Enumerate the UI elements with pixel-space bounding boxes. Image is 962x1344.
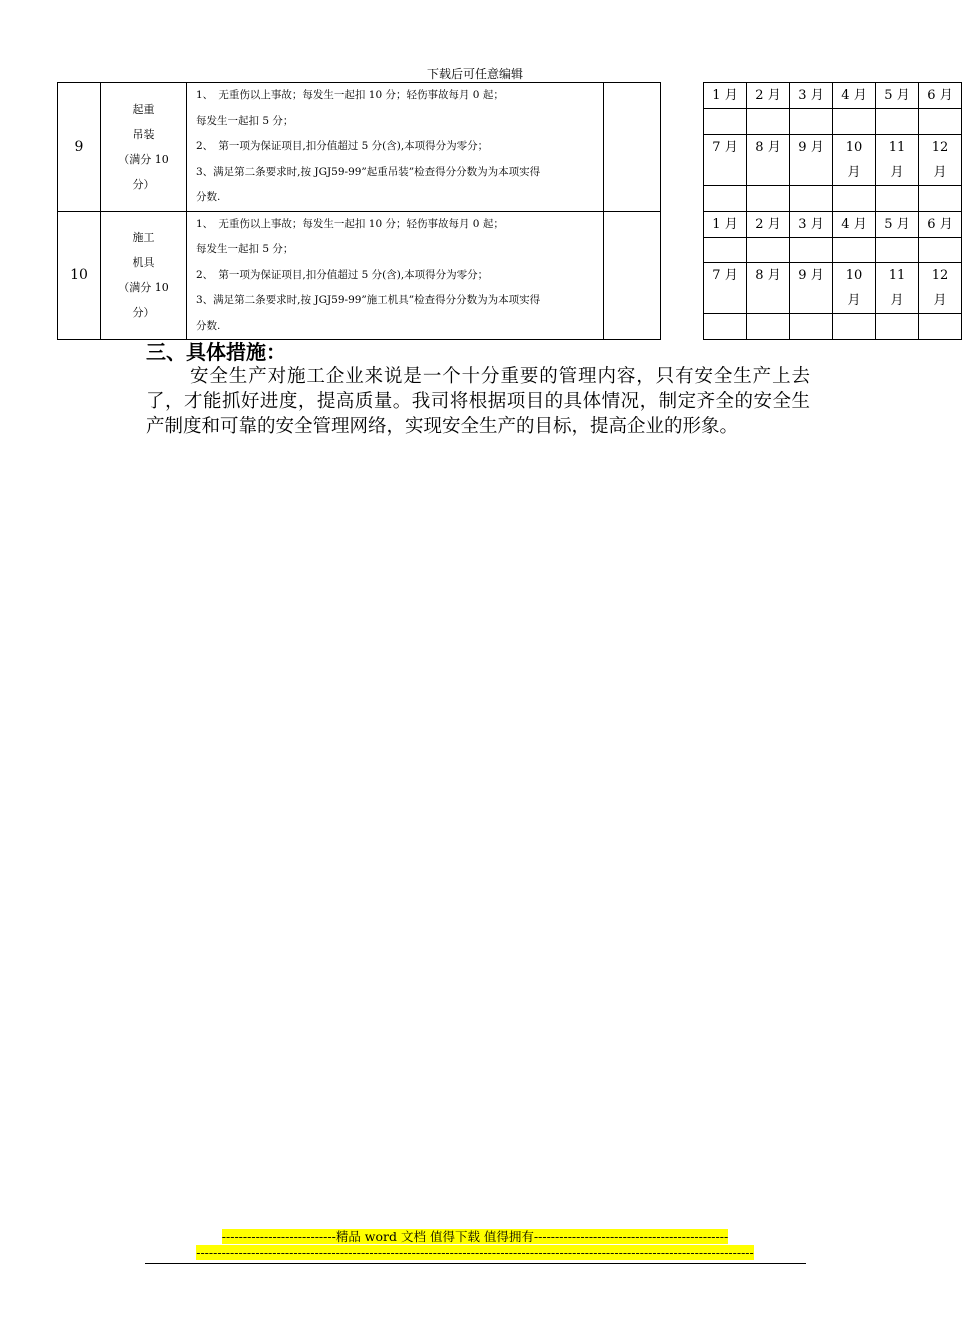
month-number: 8 (755, 268, 764, 284)
score-cell[interactable] (604, 83, 661, 212)
item-name-cell (101, 211, 187, 340)
month-entry-cell[interactable] (704, 109, 747, 135)
item-name-line: 机具 (132, 256, 155, 270)
criteria-line: 2、 第一项为保证项目,扣分值超过 5 分(含),本项得分为零分； (196, 140, 489, 152)
footer-banner-line-1 (0, 1229, 950, 1245)
month-entry-cell[interactable] (833, 109, 876, 135)
month-header-cell: 1 月 (704, 83, 747, 109)
item-name-line: 吊装 (132, 127, 155, 141)
month-unit: 月 (810, 139, 824, 155)
month-number: 7 (712, 268, 721, 284)
score-table-body (58, 83, 962, 340)
month-header-cell: 5 月 (876, 83, 919, 109)
month-number: 7 (712, 139, 721, 155)
month-unit: 月 (767, 139, 781, 155)
month-entry-cell[interactable] (747, 185, 790, 211)
footer-banner-text-2: ------------------------------------------------------------------------------------------------------------------------------------ (196, 1245, 754, 1260)
criteria-line: 2、 第一项为保证项目,扣分值超过 5 分(含),本项得分为零分； (196, 268, 489, 281)
month-header-cell (747, 263, 790, 314)
month-header-cell (919, 134, 962, 185)
month-header-cell (704, 263, 747, 314)
month-label (704, 135, 746, 160)
month-entry-cell[interactable] (833, 237, 876, 263)
month-number: 10 (845, 139, 863, 155)
month-number: 9 (798, 268, 807, 284)
footer-banner-line-2 (0, 1245, 950, 1261)
month-header-cell: 1 月 (704, 211, 747, 237)
month-entry-cell[interactable] (876, 109, 919, 135)
criteria-line: 1、 无重伤以上事故；每发生一起扣 10 分；轻伤事故每月 0 起； (196, 89, 504, 101)
score-cell[interactable] (604, 211, 661, 340)
header-note: 下载后可任意编辑 (426, 67, 523, 81)
month-header-cell: 5 月 (876, 211, 919, 237)
footer-banner-text-1: ---------------------------精品 word 文档 值得下载 值得拥有---------------------------------------------- (221, 1229, 729, 1244)
month-entry-cell[interactable] (876, 314, 919, 340)
month-header-cell (790, 263, 833, 314)
month-entry-cell[interactable] (876, 237, 919, 263)
month-header-cell: 3 月 (790, 211, 833, 237)
criteria-cell (187, 211, 604, 340)
month-number: 8 (755, 139, 764, 155)
month-header-cell (790, 134, 833, 185)
month-header-cell: 6 月 (919, 211, 962, 237)
month-entry-cell[interactable] (747, 314, 790, 340)
criteria-line: 1、 无重伤以上事故；每发生一起扣 10 分；轻伤事故每月 0 起； (196, 217, 504, 230)
month-unit: 月 (847, 293, 861, 309)
month-unit: 月 (890, 293, 904, 309)
month-entry-cell[interactable] (747, 237, 790, 263)
body-paragraph: 安全生产对施工企业来说是一个十分重要的管理内容，只有安全生产上去了，才能抓好进度，提高质量。我司将根据项目的具体情况，制定齐全的安全生产制度和可靠的安全管理网络，实现安全生产的目标，提高企业的形象。 (146, 366, 810, 437)
month-entry-cell[interactable] (704, 314, 747, 340)
month-number: 11 (888, 268, 906, 284)
item-name-line: 分） (132, 177, 155, 191)
criteria-line: 每发生一起扣 5 分； (196, 243, 294, 255)
month-header-cell (876, 134, 919, 185)
month-entry-cell[interactable] (790, 314, 833, 340)
item-name-cell (101, 83, 187, 212)
month-header-cell: 2 月 (747, 211, 790, 237)
month-unit: 月 (724, 268, 738, 284)
table-row (58, 211, 962, 237)
criteria-line: 每发生一起扣 5 分； (196, 114, 294, 127)
month-unit: 月 (767, 268, 781, 284)
score-table (57, 82, 962, 340)
month-label (747, 135, 789, 160)
month-header-cell: 4 月 (833, 211, 876, 237)
month-number: 12 (931, 139, 949, 155)
month-number: 11 (888, 139, 906, 155)
month-header-cell: 4 月 (833, 83, 876, 109)
criteria-line: 分数. (196, 319, 221, 332)
criteria-line: 3、满足第二条要求时,按 JGJ59-99”起重吊装”检查得分分数为为本项实得 (196, 165, 541, 178)
month-entry-cell[interactable] (747, 109, 790, 135)
item-name-line: 施工 (132, 231, 155, 245)
item-name-line: （满分 10 (118, 152, 169, 166)
item-name-line: （满分 10 (118, 281, 169, 295)
month-unit: 月 (890, 164, 904, 180)
month-unit: 月 (724, 139, 738, 155)
spacer-cell (661, 83, 704, 212)
month-unit: 月 (810, 268, 824, 284)
spacer-cell (661, 211, 704, 340)
month-label (790, 135, 832, 160)
month-entry-cell[interactable] (833, 185, 876, 211)
month-header-cell: 3 月 (790, 83, 833, 109)
month-label (704, 263, 746, 288)
item-name-line: 起重 (132, 102, 155, 116)
month-header-cell (876, 263, 919, 314)
month-unit: 月 (933, 164, 947, 180)
row-number-cell: 10 (58, 211, 101, 340)
table-row (58, 83, 962, 109)
month-entry-cell[interactable] (919, 109, 962, 135)
footer-rule (145, 1263, 806, 1264)
month-entry-cell[interactable] (704, 237, 747, 263)
month-entry-cell[interactable] (919, 237, 962, 263)
month-number: 9 (798, 139, 807, 155)
month-header-cell (747, 134, 790, 185)
month-entry-cell[interactable] (876, 185, 919, 211)
criteria-line: 3、满足第二条要求时,按 JGJ59-99”施工机具”检查得分分数为为本项实得 (196, 294, 541, 306)
row-number-cell: 9 (58, 83, 101, 212)
month-number: 12 (931, 268, 949, 284)
item-name-line: 分） (132, 306, 155, 320)
month-header-cell (833, 134, 876, 185)
month-unit: 月 (847, 164, 861, 180)
month-entry-cell[interactable] (790, 109, 833, 135)
month-entry-cell[interactable] (790, 185, 833, 211)
month-header-cell (919, 263, 962, 314)
month-header-cell: 2 月 (747, 83, 790, 109)
section-title: 三、具体措施： (146, 340, 286, 364)
month-entry-cell[interactable] (790, 237, 833, 263)
month-entry-cell[interactable] (919, 185, 962, 211)
month-label (790, 263, 832, 288)
month-label (747, 263, 789, 288)
month-unit: 月 (933, 293, 947, 309)
month-number: 10 (845, 268, 863, 284)
month-header-cell: 6 月 (919, 83, 962, 109)
month-entry-cell[interactable] (704, 185, 747, 211)
month-header-cell (704, 134, 747, 185)
month-header-cell (833, 263, 876, 314)
criteria-line: 分数. (196, 191, 221, 203)
month-entry-cell[interactable] (919, 314, 962, 340)
criteria-cell (187, 83, 604, 212)
month-entry-cell[interactable] (833, 314, 876, 340)
